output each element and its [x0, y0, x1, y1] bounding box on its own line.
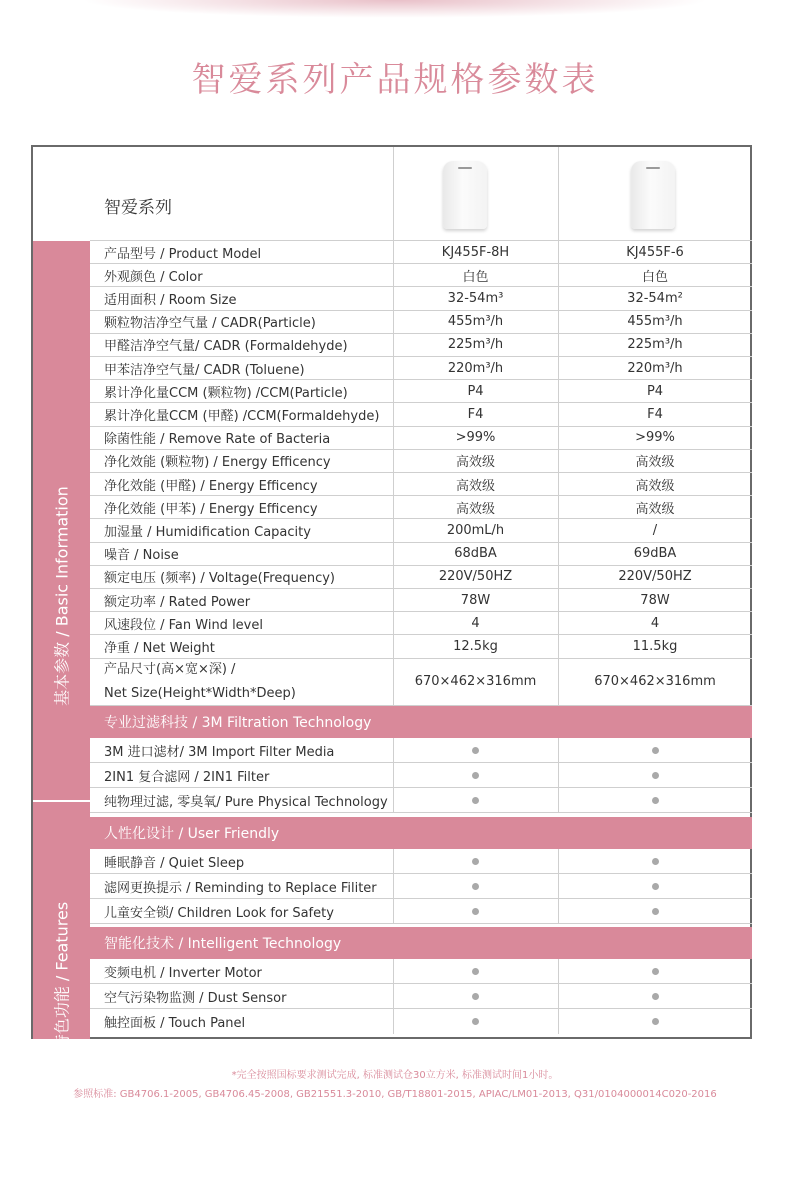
spec-value-kj455f-6: 11.5kg — [632, 638, 678, 654]
spec-row — [90, 264, 752, 287]
spec-value-kj455f-6: F4 — [647, 406, 663, 422]
column-divider — [558, 496, 559, 518]
dot-icon — [652, 772, 659, 779]
spec-row — [90, 473, 752, 496]
spec-value-kj455f-8h: >99% — [455, 430, 496, 446]
column-divider — [558, 959, 559, 983]
page-title: 智爱系列产品规格参数表 — [191, 60, 599, 100]
spec-label: 累计净化量CCM (甲醛) /CCM(Formaldehyde) — [104, 408, 380, 424]
spec-value-kj455f-6: / — [652, 522, 658, 538]
feature-row — [90, 763, 752, 788]
spec-value-kj455f-6: 78W — [640, 592, 670, 608]
column-divider — [393, 849, 394, 873]
spec-value-kj455f-8h: 高效级 — [455, 455, 495, 471]
column-divider — [393, 959, 394, 983]
column-divider — [393, 874, 394, 898]
column-divider — [393, 496, 394, 518]
feature-check-kj455f-8h — [393, 788, 558, 812]
column-divider — [393, 635, 394, 657]
spec-row — [90, 589, 752, 612]
header-row — [90, 147, 752, 241]
column-divider — [393, 612, 394, 634]
column-divider — [558, 1009, 559, 1034]
spec-value-kj455f-8h: 32-54m³ — [447, 290, 504, 306]
column-divider — [393, 403, 394, 425]
footnote-test-conditions: *完全按照国标要求测试完成, 标准测试仓30立方米, 标准测试时间1小时。 — [231, 1070, 559, 1081]
spec-label: 额定功率 / Rated Power — [104, 594, 251, 610]
feature-label: 触控面板 / Touch Panel — [104, 1016, 246, 1031]
column-divider — [393, 287, 394, 309]
dot-icon — [472, 772, 479, 779]
spec-value-kj455f-8h: 白色 — [462, 269, 489, 285]
column-divider — [558, 287, 559, 309]
spec-row — [90, 519, 752, 542]
column-divider — [558, 543, 559, 565]
column-divider — [558, 763, 559, 787]
column-divider — [558, 612, 559, 634]
column-divider — [393, 357, 394, 379]
spec-value-kj455f-8h: 12.5kg — [453, 638, 498, 654]
column-divider — [558, 473, 559, 495]
spec-label: 额定电压 (频率) / Voltage(Frequency) — [104, 571, 335, 587]
spec-row — [90, 334, 752, 357]
feature-check-kj455f-8h — [393, 899, 558, 923]
spec-label: 净化效能 (甲苯) / Energy Efficency — [104, 501, 318, 517]
feature-check-kj455f-6 — [558, 738, 752, 762]
spec-label: 产品型号 / Product Model — [104, 246, 262, 262]
spec-value-kj455f-8h: 220m³/h — [447, 360, 504, 376]
spec-row — [90, 311, 752, 334]
spec-label: 噪音 / Noise — [104, 548, 179, 564]
dot-icon — [472, 797, 479, 804]
spec-value-kj455f-8h: 200mL/h — [446, 522, 505, 538]
spec-value-kj455f-8h: 高效级 — [455, 478, 495, 494]
dot-icon — [472, 1018, 479, 1025]
feature-row — [90, 959, 752, 984]
feature-check-kj455f-6 — [558, 984, 752, 1008]
spec-label: 适用面积 / Room Size — [104, 292, 237, 308]
spec-value-kj455f-6: 高效级 — [635, 455, 675, 471]
spec-value-kj455f-6: 455m³/h — [627, 314, 683, 330]
spec-value-kj455f-8h: 670×462×316mm — [414, 674, 537, 690]
feature-label: 3M 进口滤材/ 3M Import Filter Media — [104, 744, 335, 760]
spec-value-kj455f-8h: 高效级 — [455, 501, 495, 517]
feature-label: 滤网更换提示 / Reminding to Replace Filiter — [104, 880, 377, 896]
column-divider — [393, 450, 394, 472]
product-image-kj455f-8h — [443, 161, 487, 229]
column-divider — [393, 543, 394, 565]
spec-label: 净重 / Net Weight — [104, 640, 215, 656]
spec-label-line: 产品尺寸(高×宽×深) / — [104, 661, 236, 677]
spec-label: 累计净化量CCM (颗粒物) /CCM(Particle) — [104, 385, 348, 401]
spec-row — [90, 241, 752, 264]
spec-label: 加湿量 / Humidification Capacity — [104, 524, 311, 540]
spec-label: 甲苯洁净空气量/ CADR (Toluene) — [104, 362, 305, 378]
spec-value-kj455f-8h: F4 — [467, 406, 484, 422]
spec-value-kj455f-6: 69dBA — [633, 546, 677, 562]
spec-label: 净化效能 (甲醛) / Energy Efficency — [104, 478, 318, 494]
feature-row — [90, 874, 752, 899]
column-divider — [558, 427, 559, 449]
side-divider — [33, 800, 90, 802]
spec-row — [90, 357, 752, 380]
dot-icon — [652, 993, 659, 1000]
dot-icon — [472, 747, 479, 754]
feature-check-kj455f-8h — [393, 1009, 558, 1034]
column-divider — [393, 519, 394, 541]
dot-icon — [652, 1018, 659, 1025]
feature-row — [90, 849, 752, 874]
dot-icon — [652, 797, 659, 804]
feature-check-kj455f-6 — [558, 874, 752, 898]
column-divider — [558, 659, 559, 705]
side-label-basic-information: 基本参数 / Basic Information — [52, 486, 72, 706]
dot-icon — [472, 993, 479, 1000]
column-divider — [393, 659, 394, 705]
dot-icon — [652, 968, 659, 975]
column-divider — [393, 334, 394, 356]
column-divider — [393, 1009, 394, 1034]
column-divider — [393, 427, 394, 449]
column-divider — [558, 241, 559, 263]
feature-check-kj455f-8h — [393, 984, 558, 1008]
section-header: 智能化技术 / Intelligent Technology — [90, 927, 752, 959]
spec-label: 颗粒物洁净空气量 / CADR(Particle) — [104, 316, 316, 332]
spec-row — [90, 380, 752, 403]
feature-check-kj455f-8h — [393, 738, 558, 762]
spec-row — [90, 427, 752, 450]
column-divider — [558, 984, 559, 1008]
column-divider — [393, 899, 394, 923]
spec-value-kj455f-8h: 68dBA — [454, 546, 497, 562]
column-divider — [558, 380, 559, 402]
spec-table — [31, 145, 752, 1051]
spec-label — [104, 659, 296, 705]
column-divider — [393, 473, 394, 495]
spec-value-kj455f-8h: 78W — [460, 592, 491, 608]
feature-check-kj455f-6 — [558, 959, 752, 983]
column-divider — [558, 403, 559, 425]
spec-row — [90, 612, 752, 635]
spec-label-line: Net Size(Height*Width*Deep) — [104, 685, 296, 701]
spec-value-kj455f-6: >99% — [635, 430, 675, 446]
spec-label: 风速段位 / Fan Wind level — [104, 617, 263, 633]
feature-label: 纯物理过滤, 零臭氧/ Pure Physical Technology — [104, 794, 388, 810]
column-divider — [558, 874, 559, 898]
spec-value-kj455f-6: 220m³/h — [627, 360, 683, 376]
spec-value-kj455f-6: P4 — [646, 383, 664, 399]
column-divider — [558, 334, 559, 356]
feature-check-kj455f-8h — [393, 874, 558, 898]
feature-check-kj455f-6 — [558, 788, 752, 812]
column-divider — [393, 984, 394, 1008]
column-divider — [393, 147, 394, 241]
series-name: 智爱系列 — [104, 198, 172, 218]
dot-icon — [472, 908, 479, 915]
side-category-band — [33, 241, 90, 1051]
column-divider — [558, 357, 559, 379]
feature-row — [90, 899, 752, 924]
column-divider — [393, 763, 394, 787]
column-divider — [558, 450, 559, 472]
column-divider — [393, 264, 394, 286]
column-divider — [393, 311, 394, 333]
column-divider — [558, 264, 559, 286]
feature-check-kj455f-6 — [558, 849, 752, 873]
footnote-standards: 参照标准: GB4706.1-2005, GB4706.45-2008, GB21551.3-2010, GB/T18801-2015, APIAC/LM01-2013, Q31/0104000014C020-2016 — [73, 1089, 717, 1100]
column-divider — [558, 147, 559, 241]
feature-check-kj455f-6 — [558, 763, 752, 787]
spec-row — [90, 287, 752, 310]
spec-label: 除菌性能 / Remove Rate of Bacteria — [104, 432, 331, 448]
product-image-kj455f-6 — [631, 161, 675, 229]
section-header: 人性化设计 / User Friendly — [90, 817, 752, 849]
feature-check-kj455f-8h — [393, 849, 558, 873]
spec-value-kj455f-6: 白色 — [641, 269, 668, 285]
dot-icon — [472, 858, 479, 865]
column-divider — [393, 241, 394, 263]
feature-label: 空气污染物监测 / Dust Sensor — [104, 990, 287, 1006]
spec-label: 净化效能 (颗粒物) / Energy Efficency — [104, 455, 331, 471]
dot-icon — [472, 883, 479, 890]
spec-label: 甲醛洁净空气量/ CADR (Formaldehyde) — [104, 339, 348, 355]
column-divider — [558, 519, 559, 541]
spec-row-net-size — [90, 659, 752, 706]
column-divider — [393, 380, 394, 402]
spec-value-kj455f-8h: P4 — [467, 383, 484, 399]
spec-value-kj455f-6: 225m³/h — [627, 337, 683, 353]
dot-icon — [652, 908, 659, 915]
feature-label: 儿童安全锁/ Children Look for Safety — [104, 905, 334, 921]
spec-value-kj455f-8h: 455m³/h — [447, 314, 504, 330]
spec-row — [90, 543, 752, 566]
spec-value-kj455f-6: KJ455F-6 — [626, 244, 684, 260]
spec-row — [90, 450, 752, 473]
column-divider — [393, 738, 394, 762]
feature-label: 2IN1 复合滤网 / 2IN1 Filter — [104, 769, 270, 785]
column-divider — [558, 849, 559, 873]
spec-row — [90, 403, 752, 426]
feature-label: 变频电机 / Inverter Motor — [104, 965, 262, 981]
spec-value-kj455f-6: 220V/50HZ — [618, 569, 692, 585]
spec-label: 外观颜色 / Color — [104, 269, 203, 285]
spec-value-kj455f-6: 670×462×316mm — [594, 674, 716, 690]
spec-value-kj455f-6: 高效级 — [635, 478, 675, 494]
column-divider — [558, 589, 559, 611]
column-divider — [558, 311, 559, 333]
feature-check-kj455f-6 — [558, 899, 752, 923]
feature-row — [90, 984, 752, 1009]
spec-value-kj455f-6: 高效级 — [635, 501, 675, 517]
dot-icon — [652, 747, 659, 754]
feature-check-kj455f-8h — [393, 959, 558, 983]
column-divider — [558, 899, 559, 923]
column-divider — [393, 788, 394, 812]
column-divider — [558, 788, 559, 812]
spec-value-kj455f-8h: 220V/50HZ — [438, 569, 513, 585]
column-divider — [558, 635, 559, 657]
column-divider — [393, 566, 394, 588]
feature-row — [90, 738, 752, 763]
dot-icon — [472, 968, 479, 975]
spec-row — [90, 635, 752, 658]
spec-row — [90, 566, 752, 589]
dot-icon — [652, 883, 659, 890]
spec-value-kj455f-8h: 4 — [471, 615, 480, 631]
column-divider — [393, 589, 394, 611]
spec-value-kj455f-8h: KJ455F-8H — [441, 244, 510, 260]
side-label-features: 特色功能 / Features — [52, 901, 72, 1051]
feature-check-kj455f-8h — [393, 763, 558, 787]
spec-value-kj455f-6: 32-54m² — [627, 290, 683, 306]
column-divider — [558, 738, 559, 762]
dot-icon — [652, 858, 659, 865]
spec-value-kj455f-6: 4 — [650, 615, 660, 631]
feature-check-kj455f-6 — [558, 1009, 752, 1034]
column-divider — [558, 566, 559, 588]
feature-label: 睡眠静音 / Quiet Sleep — [104, 855, 245, 871]
section-header: 专业过滤科技 / 3M Filtration Technology — [90, 706, 752, 738]
spec-value-kj455f-8h: 225m³/h — [447, 337, 504, 353]
feature-row — [90, 788, 752, 813]
spec-row — [90, 496, 752, 519]
top-decoration — [80, 0, 710, 18]
feature-row — [90, 1009, 752, 1034]
